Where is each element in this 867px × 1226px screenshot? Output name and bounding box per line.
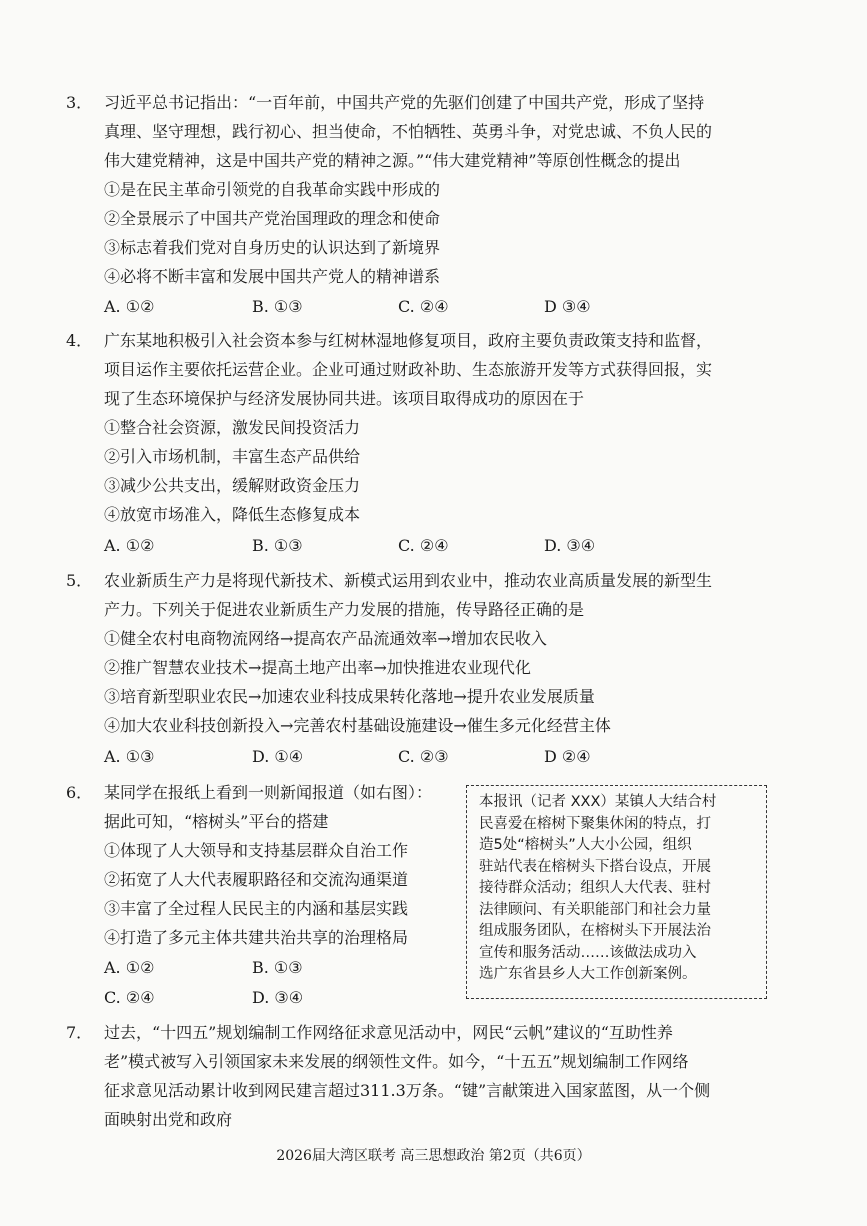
question-stem-line: 老”模式被写入引领国家未来发展的纲领性文件。如今，“十五五”规划编制工作网络: [104, 1052, 689, 1071]
statement-item: ①整合社会资源，激发民间投资活力: [104, 418, 361, 437]
statement-item: ④加大农业科技创新投入→完善农村基础设施建设→催生多元化经营主体: [104, 716, 611, 735]
statement-item: ④打造了多元主体共建共治共享的治理格局: [104, 928, 409, 947]
statement-item: ①是在民主革命引领党的自我革命实践中形成的: [104, 180, 441, 199]
news-line: 驻站代表在榕树头下搭台设点，开展: [479, 858, 711, 875]
option-a[interactable]: A. ①②: [104, 297, 155, 316]
statement-item: ④必将不断丰富和发展中国共产党人的精神谱系: [104, 267, 441, 286]
option-a[interactable]: A. ①②: [104, 958, 155, 977]
question-number: 6．: [66, 783, 93, 802]
statement-item: ③标志着我们党对自身历史的认识达到了新境界: [104, 238, 441, 257]
news-line: 宣传和服务活动……该做法成功入: [479, 944, 697, 961]
option-b[interactable]: D. ①④: [252, 747, 304, 766]
option-c[interactable]: C. ②④: [398, 536, 449, 555]
question-stem-line: 面映射出党和政府: [104, 1110, 233, 1129]
news-line: 法律顾问、有关职能部门和社会力量: [479, 901, 711, 918]
option-b[interactable]: B. ①③: [252, 536, 303, 555]
option-b[interactable]: B. ①③: [252, 297, 303, 316]
option-c[interactable]: C. ②③: [398, 747, 449, 766]
question-number: 5．: [66, 571, 93, 590]
question-stem-line: 某同学在报纸上看到一则新闻报道（如右图）：: [104, 783, 433, 802]
question-number: 7．: [66, 1023, 93, 1042]
statement-item: ②全景展示了中国共产党治国理政的理念和使命: [104, 209, 441, 228]
question-stem-line: 农业新质生产力是将现代新技术、新模式运用到农业中，推动农业高质量发展的新型生: [104, 571, 713, 590]
news-report-box: [466, 785, 767, 999]
option-d[interactable]: D ②④: [544, 747, 591, 766]
question-stem-line: 产力。下列关于促进农业新质生产力发展的措施，传导路径正确的是: [104, 600, 585, 619]
statement-item: ②拓宽了人大代表履职路径和交流沟通渠道: [104, 870, 409, 889]
news-line: 本报讯（记者 XXX）某镇人大结合村: [479, 794, 717, 810]
option-a[interactable]: A. ①②: [104, 536, 155, 555]
option-d[interactable]: D ③④: [544, 297, 591, 316]
statement-item: ②推广智慧农业技术→提高土地产出率→加快推进农业现代化: [104, 658, 531, 677]
question-stem-line: 真理、坚守理想，践行初心、担当使命，不怕牺牲、英勇斗争，对党忠诚、不负人民的: [104, 122, 713, 141]
question-number: 4．: [66, 331, 93, 350]
question-stem-line: 征求意见活动累计收到网民建言超过311.3万条。“键”言献策进入国家蓝图，从一个侧: [104, 1081, 711, 1100]
statement-item: ③培育新型职业农民→加速农业科技成果转化落地→提升农业发展质量: [104, 687, 595, 706]
question-number: 3．: [66, 93, 93, 112]
news-line: 选广东省县乡人大工作创新案例。: [479, 966, 697, 982]
news-line: 民喜爱在榕树下聚集休闲的特点，打: [479, 815, 711, 832]
question-stem-line: 伟大建党精神，这是中国共产党的精神之源。”“伟大建党精神”等原创性概念的提出: [104, 151, 681, 170]
question-stem-line: 过去，“十四五”规划编制工作网络征求意见活动中，网民“云帆”建议的“互助性养: [104, 1023, 673, 1042]
news-line: 造5处“榕树头”人大小公园，组织: [479, 837, 692, 853]
news-line: 组成服务团队，在榕树头下开展法治: [479, 923, 711, 939]
question-stem-line: 项目运作主要依托运营企业。企业可通过财政补助、生态旅游开发等方式获得回报，实: [104, 360, 713, 379]
option-d[interactable]: D. ③④: [544, 536, 596, 555]
option-b[interactable]: B. ①③: [252, 958, 303, 977]
statement-item: ③丰富了全过程人民民主的内涵和基层实践: [104, 899, 409, 918]
statement-item: ①健全农村电商物流网络→提高农产品流通效率→增加农民收入: [104, 629, 547, 648]
question-stem-line: 广东某地积极引入社会资本参与红树林湿地修复项目，政府主要负责政策支持和监督，: [104, 331, 713, 350]
option-d[interactable]: D. ③④: [252, 988, 304, 1007]
statement-item: ③减少公共支出，缓解财政资金压力: [104, 476, 361, 495]
statement-item: ②引入市场机制，丰富生态产品供给: [104, 447, 361, 466]
option-a[interactable]: A. ①③: [104, 747, 155, 766]
question-stem-line: 现了生态环境保护与经济发展协同共进。该项目取得成功的原因在于: [104, 389, 585, 408]
page-footer: 2026届大湾区联考 高三思想政治 第2页（共6页）: [276, 1148, 591, 1164]
statement-item: ①体现了人大领导和支持基层群众自治工作: [104, 841, 409, 860]
question-stem-line: 习近平总书记指出：“一百年前，中国共产党的先驱们创建了中国共产党，形成了坚持: [104, 93, 705, 112]
statement-item: ④放宽市场准入，降低生态修复成本: [104, 505, 361, 524]
option-c[interactable]: C. ②④: [104, 988, 155, 1007]
news-line: 接待群众活动；组织人大代表、驻村: [479, 880, 711, 896]
option-c[interactable]: C. ②④: [398, 297, 449, 316]
question-stem-line: 据此可知，“榕树头”平台的搭建: [104, 812, 329, 831]
